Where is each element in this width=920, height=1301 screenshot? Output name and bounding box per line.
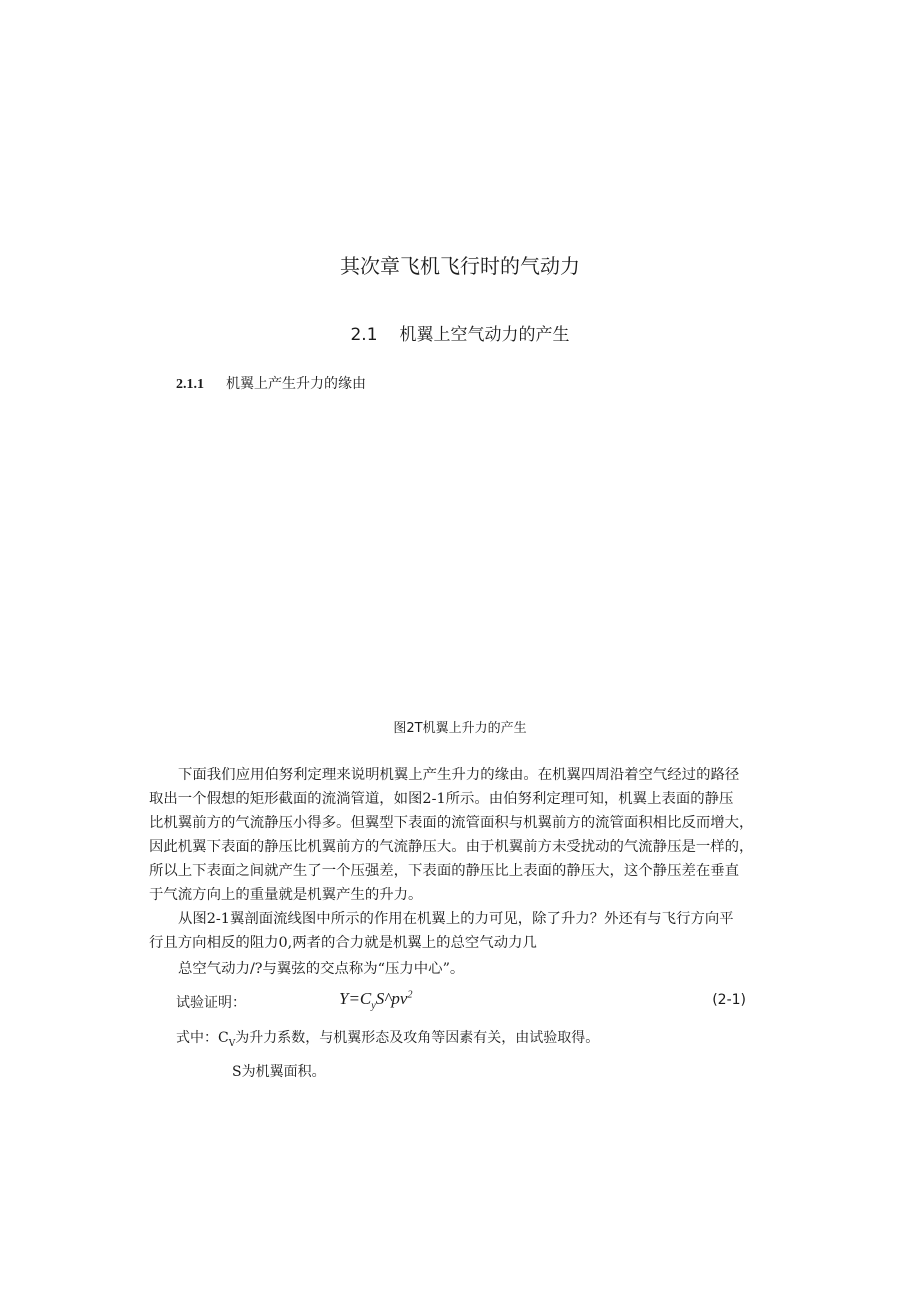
formula-row (176, 989, 746, 1014)
note-lift-coefficient (176, 1027, 599, 1049)
paragraph-1-line-4: 因此机翼下表面的静压比机翼前方的气流静压大。由于机翼前方未受扰动的气流静压是一样的， (149, 839, 754, 855)
formula-subscript: y (371, 1000, 376, 1012)
formula-lhs: Y=C (339, 989, 372, 1008)
subsection-heading (176, 373, 366, 393)
paragraph-2-line-2: 行且方向相反的阻力0,两者的合力就是机翼上的总空气动力几 (149, 935, 537, 951)
note-wing-area: S为机翼面积。 (232, 1064, 326, 1080)
note-subscript: V (228, 1038, 236, 1049)
figure-placeholder (176, 410, 746, 690)
paragraph-1-line-3: 比机翼前方的气流静压小得多。但翼型下表面的流管面积与机翼前方的流管面积相比反而增大， (149, 815, 754, 831)
formula-label: 试验证明： (176, 995, 246, 1011)
paragraph-2-line-3: 总空气动力/?与翼弦的交点称为“压力中心”。 (178, 961, 465, 977)
subsection-title: 机翼上产生升力的缘由 (226, 376, 366, 392)
section-title: 机翼上空气动力的产生 (399, 325, 570, 345)
note-prefix: 式中：C (176, 1030, 229, 1046)
figure-caption: 图2T机翼上升力的产生 (393, 721, 527, 736)
formula-middle: S^pv (375, 989, 408, 1008)
paragraph-1-line-1: 下面我们应用伯努利定理来说明机翼上产生升力的缘由。在机翼四周沿着空气经过的路径 (178, 767, 740, 783)
formula-superscript: 2 (407, 989, 413, 1001)
lift-formula (339, 989, 412, 1011)
paragraph-1-line-6: 于气流方向上的重量就是机翼产生的升力。 (149, 887, 423, 903)
paragraph-2-line-1: 从图2-1翼剖面流线图中所示的作用在机翼上的力可见，除了升力？外还有与飞行方向平 (178, 911, 734, 927)
chapter-title: 其次章飞机飞行时的气动力 (340, 254, 580, 278)
section-heading (0, 320, 920, 345)
paragraph-1-line-5: 所以上下表面之间就产生了一个压强差，下表面的静压比上表面的静压大，这个静压差在垂直 (149, 863, 740, 879)
subsection-number: 2.1.1 (176, 377, 204, 392)
formula-number: (2-1) (712, 992, 746, 1008)
section-number: 2.1 (350, 325, 378, 345)
note-rest: 为升力系数，与机翼形态及攻角等因素有关，由试验取得。 (235, 1030, 600, 1046)
paragraph-1-line-2: 取出一个假想的矩形截面的流淌管道，如图2-1所示。由伯努利定理可知，机翼上表面的静压 (149, 791, 734, 807)
